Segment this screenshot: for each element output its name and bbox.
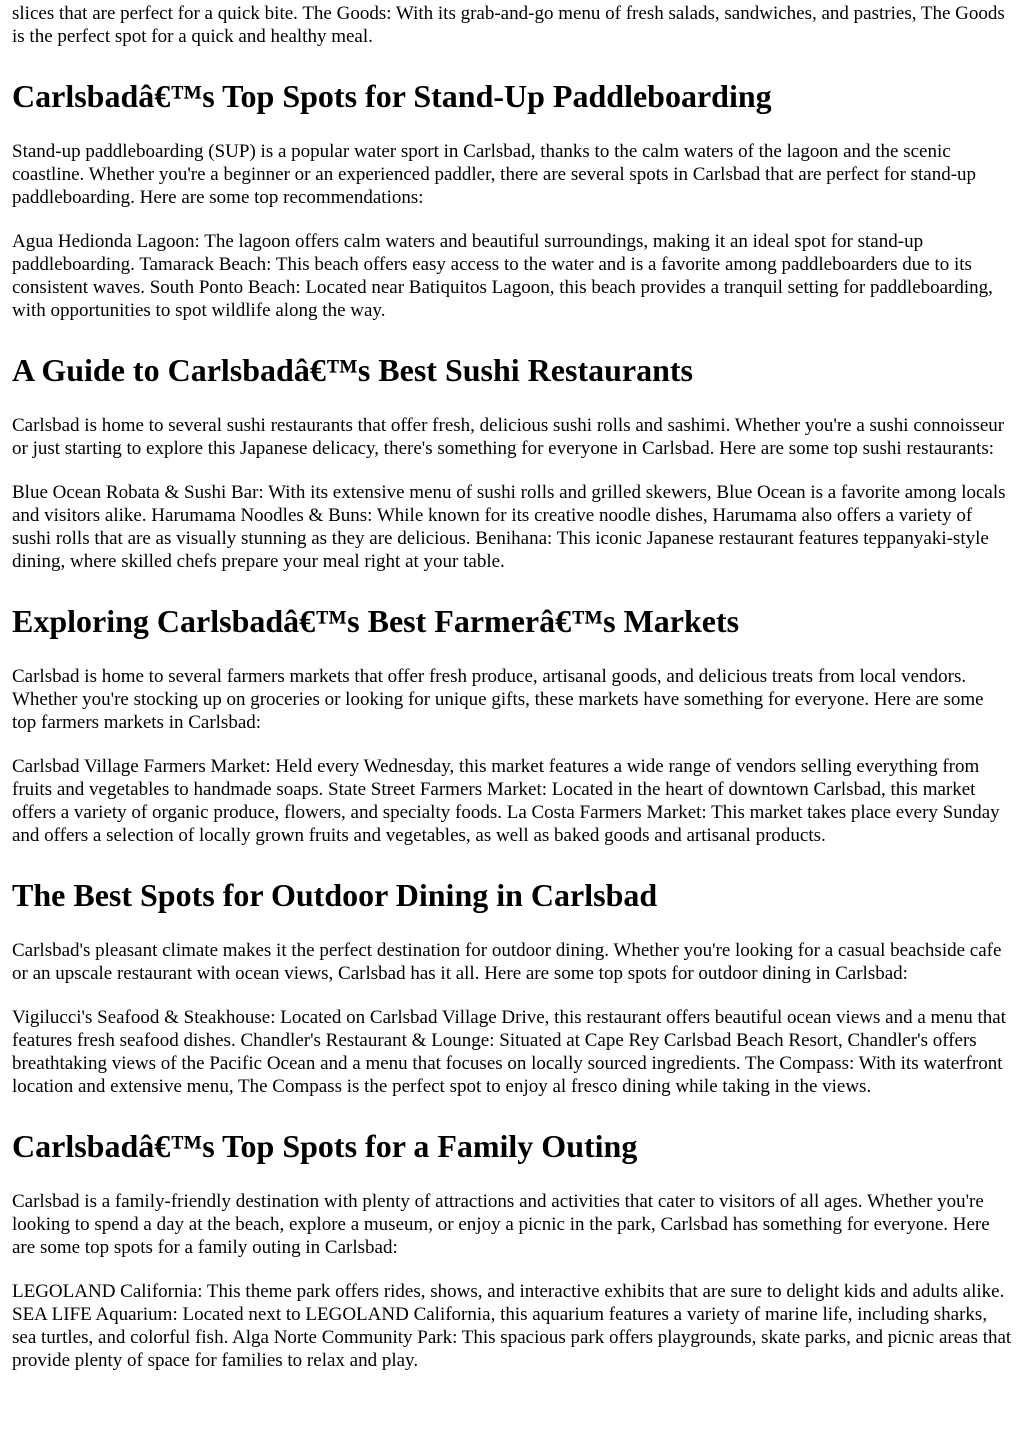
section-heading: Carlsbadâ€™s Top Spots for a Family Outing: [12, 1128, 638, 1164]
section-list-paragraph: Vigilucci's Seafood & Steakhouse: Located on Carlsbad Village Drive, this restaurant offers beautiful ocean views and a menu that features fresh seafood dishes. Chandler's Restaurant & Lounge: Situated at Cape Rey Carlsbad Beach Resort, Chandler's offers breathtaking views of the Pacific Ocean and a menu that focuses on locally sourced ingredients. The Compass: With its waterfront location and extensive menu, The Compass is the perfect spot to enjoy al fresco dining while taking in the views.: [12, 1007, 1006, 1097]
section-heading: A Guide to Carlsbadâ€™s Best Sushi Restaurants: [12, 352, 693, 388]
section-intro-paragraph: Carlsbad is home to several farmers markets that offer fresh produce, artisanal goods, and delicious treats from local vendors. Whether you're stocking up on groceries or looking for unique gifts, these markets have something for everyone. Here are some top farmers markets in Carlsbad:: [12, 666, 984, 733]
section-heading: Exploring Carlsbadâ€™s Best Farmerâ€™s Markets: [12, 603, 740, 639]
section-intro-paragraph: Carlsbad is home to several sushi restaurants that offer fresh, delicious sushi rolls and sashimi. Whether you're a sushi connoisseur or just starting to explore this Japanese delicacy, there's something for everyone in Carlsbad. Here are some top sushi restaurants:: [12, 415, 1005, 459]
section-outdoor-dining: [12, 876, 1012, 1098]
section-heading: Carlsbadâ€™s Top Spots for Stand-Up Paddleboarding: [12, 78, 772, 114]
section-family-outing: [12, 1127, 1012, 1372]
section-list-paragraph: LEGOLAND California: This theme park offers rides, shows, and interactive exhibits that are sure to delight kids and adults alike. SEA LIFE Aquarium: Located next to LEGOLAND California, this aquarium features a variety of marine life, including sharks, sea turtles, and colorful fish. Alga Norte Community Park: This spacious park offers playgrounds, skate parks, and picnic areas that provide plenty of space for families to relax and play.: [12, 1281, 1012, 1371]
section-list-paragraph: Blue Ocean Robata & Sushi Bar: With its extensive menu of sushi rolls and grilled skewers, Blue Ocean is a favorite among locals and visitors alike. Harumama Noodles & Buns: While known for its creative noodle dishes, Harumama also offers a variety of sushi rolls that are as visually stunning as they are delicious. Benihana: This iconic Japanese restaurant features teppanyaki-style dining, where skilled chefs prepare your meal right at your table.: [12, 482, 1006, 572]
section-intro-paragraph: Carlsbad's pleasant climate makes it the perfect destination for outdoor dining. Whether you're looking for a casual beachside cafe or an upscale restaurant with ocean views, Carlsbad has it all. Here are some top spots for outdoor dining in Carlsbad:: [12, 940, 1002, 984]
section-list-paragraph: Carlsbad Village Farmers Market: Held every Wednesday, this market features a wide range of vendors selling everything from fruits and vegetables to handmade soaps. State Street Farmers Market: Located in the heart of downtown Carlsbad, this market offers a variety of organic produce, flowers, and specialty foods. La Costa Farmers Market: This market takes place every Sunday and offers a selection of locally grown fruits and vegetables, as well as baked goods and artisanal products.: [12, 756, 1000, 846]
section-intro-paragraph: Stand-up paddleboarding (SUP) is a popular water sport in Carlsbad, thanks to the calm waters of the lagoon and the scenic coastline. Whether you're a beginner or an experienced paddler, there are several spots in Carlsbad that are perfect for stand-up paddleboarding. Here are some top recommendations:: [12, 141, 977, 208]
section-sushi: [12, 351, 1012, 573]
section-farmers-markets: [12, 602, 1012, 847]
section-heading: The Best Spots for Outdoor Dining in Carlsbad: [12, 877, 658, 913]
section-paddleboarding: [12, 77, 1012, 322]
lead-paragraph: slices that are perfect for a quick bite. The Goods: With its grab-and-go menu of fresh salads, sandwiches, and pastries, The Goods is the perfect spot for a quick and healthy meal.: [12, 3, 1005, 47]
section-intro-paragraph: Carlsbad is a family-friendly destination with plenty of attractions and activities that cater to visitors of all ages. Whether you're looking to spend a day at the beach, explore a museum, or enjoy a picnic in the park, Carlsbad has something for everyone. Here are some top spots for a family outing in Carlsbad:: [12, 1191, 990, 1258]
section-list-paragraph: Agua Hedionda Lagoon: The lagoon offers calm waters and beautiful surroundings, making it an ideal spot for stand-up paddleboarding. Tamarack Beach: This beach offers easy access to the water and is a favorite among paddleboarders due to its consistent waves. South Ponto Beach: Located near Batiquitos Lagoon, this beach provides a tranquil setting for paddleboarding, with opportunities to spot wildlife along the way.: [12, 231, 993, 321]
